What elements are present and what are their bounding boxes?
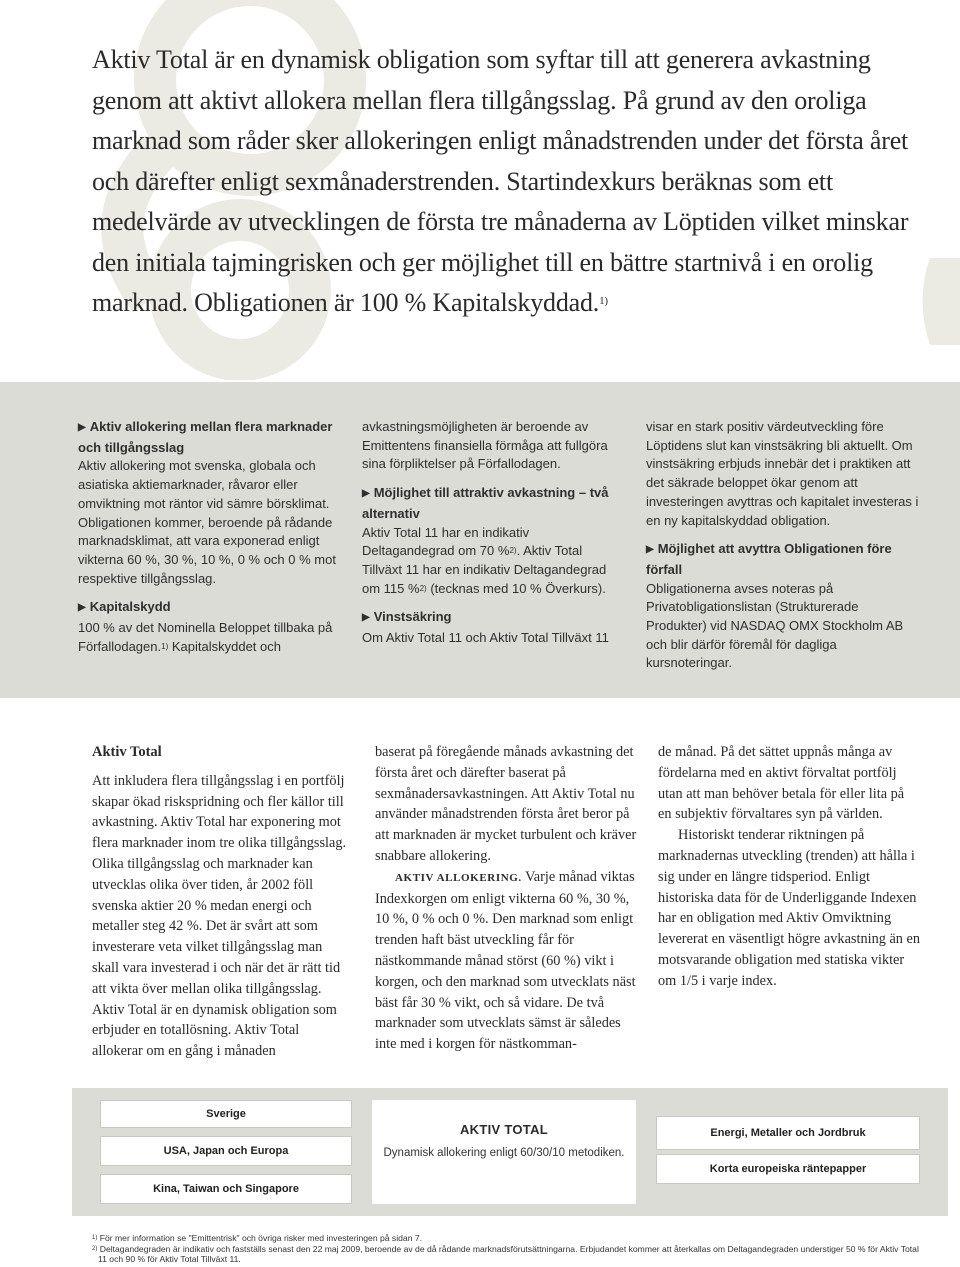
- asset-box-rates: Korta europeiska räntepapper: [656, 1154, 920, 1184]
- intro-paragraph: [92, 40, 922, 324]
- article-text: Att inkludera flera tillgångsslag i en portfölj skapar ökad riskspridning och fler källor till avkastning. Aktiv Total har exponering mot flera marknader inom tre olika tillgångsslag. Olika tillgångsslag och marknader kan utvecklas olika över tiden, år 2002 föll svenska aktier 20 % medan energi och metaller steg 42 %. Det är svårt att som investerare veta vilket tillgångsslag man skall vara investerad i och när det är rätt tid att vikta över mellan olika tillgångsslag. Aktiv Total är en dynamisk obligation som erbjuder en totallösning. Aktiv Total allokerar om en gång i månaden: [92, 772, 347, 1060]
- arrow-right-icon: ▶: [646, 544, 654, 556]
- feature-text: Om Aktiv Total 11 och Aktiv Total Tillväxt 11: [362, 630, 609, 646]
- feature-heading: ▶ Aktiv allokering mellan flera marknader och tillgångsslag: [78, 419, 333, 455]
- asset-box-asia: Kina, Taiwan och Singapore: [100, 1174, 352, 1204]
- features-column-2: [362, 418, 624, 648]
- footnotes: [92, 1233, 932, 1265]
- feature-heading: ▶ Möjlighet att avyttra Obligationen före förfall: [646, 541, 892, 577]
- feature-text: Obligationerna avses noteras på Privatobligationslistan (Strukturerade Produkter) vid NASDAQ OMX Stockholm AB och blir därför föremål för dagliga kursnoteringar.: [646, 580, 904, 671]
- footnote-1: $^{1)}$ För mer information se "Emittentrisk" och övriga risker med investeringen på sidan 7.: [92, 1233, 423, 1243]
- feature-text: visar en stark positiv värdeutveckling före Löptidens slut kan vinstsäkring bli aktuellt. Om vinstsäkring erbjuds innebär det i praktiken att det säkrade beloppet ökar genom att investeringen avyttras och kapitalet investeras i en ny kapitalskyddad obligation.: [646, 419, 919, 528]
- article-column-3: [658, 742, 920, 992]
- asset-box-sverige: Sverige: [100, 1100, 352, 1128]
- footnote-2-continued: 11 och 90 % för Aktiv Total Tillväxt 11.: [98, 1254, 241, 1265]
- allocation-diagram: [72, 1088, 948, 1216]
- arrow-right-icon: ▶: [78, 422, 86, 433]
- feature-text: Aktiv Total 11 har en indikativ Deltagandegrad om 70 %$^{2)}$. Aktiv Total Tillväxt 11 har en indikativ Deltagandegrad om 115 %$^{2)}$ (tecknas med 10 % Överkurs).: [362, 524, 607, 596]
- aktiv-total-title: AKTIV TOTAL: [459, 1122, 549, 1137]
- feature-text: Aktiv allokering mot svenska, globala och asiatiska aktiemarknader, råvaror eller omviktning mot räntor vid sämre börsklimat. Obligationen kommer, beroende på rådande marknadsklimat, att vara exponerad enligt vikterna 60 %, 30 %, 10 %, 0 % och 0 % mot respektive tillgångsslag.: [78, 458, 336, 586]
- article-text: de månad. På det sättet uppnås många av fördelarna med en aktivt förvaltat portfölj utan att man behöver betala för eller lita på en subjektiv förvaltares syn på världen.: [658, 744, 905, 823]
- article-column-2: [375, 742, 637, 1055]
- intro-text: Aktiv Total är en dynamisk obligation som syftar till att generera avkastning genom att aktivt allokera mellan flera tillgångsslag. På grund av den oroliga marknad som råder sker allokeringen enligt månadstrenden under det första året och därefter enligt sexmånaderstrenden. Startindexkurs beräknas som ett medelvärde av utvecklingen de första tre månaderna av Löptiden vilket minskar den initiala tajmingrisken och ger möjlighet till en bättre startnivå i en orolig marknad. Obligationen är 100 % Kapitalskyddad.: [92, 45, 909, 317]
- features-column-3: [646, 418, 922, 673]
- asset-box-commodities: Energi, Metaller och Jordbruk: [656, 1116, 920, 1150]
- feature-heading: ▶ Vinstsäkring: [362, 608, 624, 629]
- arrow-right-icon: ▶: [362, 488, 370, 500]
- article-text: AKTIV ALLOKERING. Varje månad viktas Indexkorgen om enligt vikterna 60 %, 30 %, 10 %, 0 % och 0 %. Den marknad som enligt trenden haft bäst utveckling får för nästkommande månad störst (60 %) vikt i korgen, och den marknad som utvecklats näst bäst får 30 % vikt, och så vidare. De två marknader som utvecklats sämst är således inte med i korgen för nästkomman-: [375, 868, 636, 1053]
- feature-heading: ▶ Möjlighet till attraktiv avkastning – två alternativ: [362, 485, 609, 521]
- aktiv-total-subtitle: Dynamisk allokering enligt 60/30/10 metodiken.: [383, 1147, 625, 1159]
- feature-text: avkastningsmöjligheten är beroende av Emittentens finansiella förmåga att fullgöra sina förpliktelser på Förfallodagen.: [362, 419, 608, 472]
- article-text: Historiskt tenderar riktningen på marknadernas utveckling (trenden) att hålla i sig under en längre tidsperiod. Enligt historiska data för de Underliggande Indexen har en obligation med Aktiv Omviktning levererat en väsentligt högre avkastning än en motsvarande obligation med statiska vikter om 1/5 i varje index.: [658, 827, 921, 989]
- article-title: Aktiv Total: [92, 744, 162, 760]
- feature-heading: ▶ Kapitalskydd: [78, 598, 340, 619]
- article-column-1: [92, 742, 348, 1062]
- footnote-ref: 1): [599, 295, 608, 307]
- asset-box-usa-japan-europa: USA, Japan och Europa: [100, 1136, 352, 1166]
- footnote-2: $^{2)}$ Deltagandegraden är indikativ och fastställs senast den 22 maj 2009, beroende av de då rådande marknadsförutsättningarna. Erbjudandet kommer att återkallas om Deltagandegraden understiger 50 % för Aktiv Total: [92, 1243, 919, 1254]
- feature-text: 100 % av det Nominella Beloppet tillbaka på Förfallodagen.$^{1)}$ Kapitalskyddet och: [78, 620, 333, 654]
- article-text: baserat på föregående månads avkastning det första året och därefter baserat på sexmånadersavkastningen. Att Aktiv Total nu använder månadstrenden första året beror på att marknaden är mycket turbulent och kräver snabbare allokering.: [375, 744, 637, 864]
- features-column-1: [78, 418, 340, 656]
- arrow-right-icon: ▶: [78, 602, 86, 614]
- arrow-right-icon: ▶: [362, 612, 370, 624]
- aktiv-total-box: [372, 1100, 636, 1204]
